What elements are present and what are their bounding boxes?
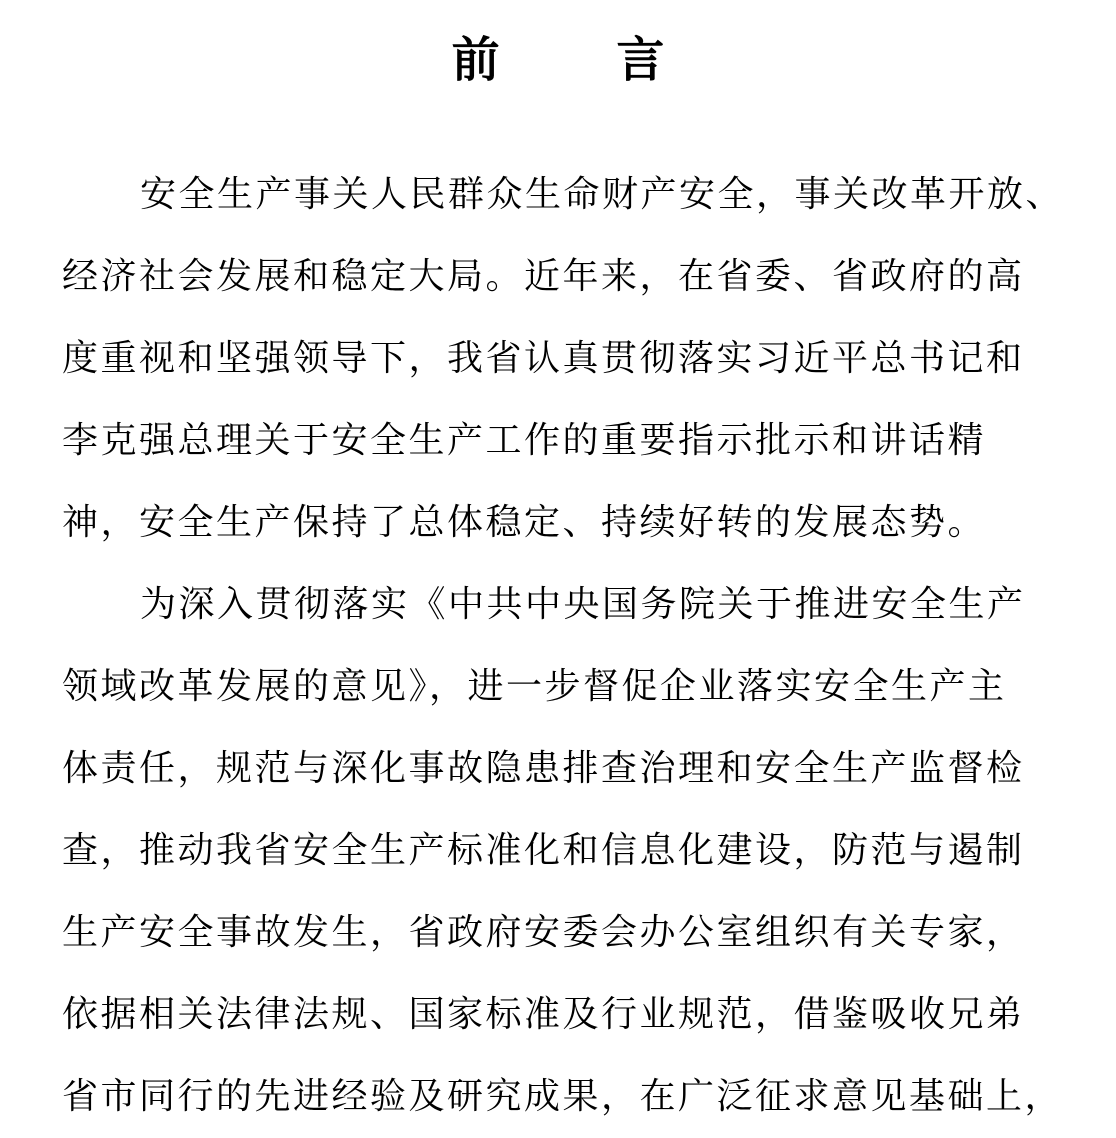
paragraph-line: 体责任，规范与深化事故隐患排查治理和安全生产监督检 xyxy=(62,748,1025,789)
page-title: 前 言 xyxy=(451,32,715,88)
paragraph-line: 神，安全生产保持了总体稳定、持续好转的发展态势。 xyxy=(62,502,987,543)
paragraph-line: 度重视和坚强领导下，我省认真贯彻落实习近平总书记和 xyxy=(62,338,1025,379)
paragraph-line: 依据相关法律法规、国家标准及行业规范，借鉴吸收兄弟 xyxy=(62,994,1025,1035)
paragraph-line: 生产安全事故发生，省政府安委会办公室组织有关专家， xyxy=(62,912,1025,953)
paragraph-line: 省市同行的先进经验及研究成果，在广泛征求意见基础上， xyxy=(62,1076,1064,1117)
paragraph-line: 安全生产事关人民群众生命财产安全，事关改革开放、 xyxy=(140,174,1065,215)
paragraph-line: 查，推动我省安全生产标准化和信息化建设，防范与遏制 xyxy=(62,830,1025,871)
paragraph-line: 为深入贯彻落实《中共中央国务院关于推进安全生产 xyxy=(140,584,1026,625)
paragraph-line: 领域改革发展的意见》，进一步督促企业落实安全生产主 xyxy=(62,666,1007,707)
paragraph-line: 李克强总理关于安全生产工作的重要指示批示和讲话精 xyxy=(62,420,987,461)
paragraph-line: 经济社会发展和稳定大局。近年来，在省委、省政府的高 xyxy=(62,256,1025,297)
